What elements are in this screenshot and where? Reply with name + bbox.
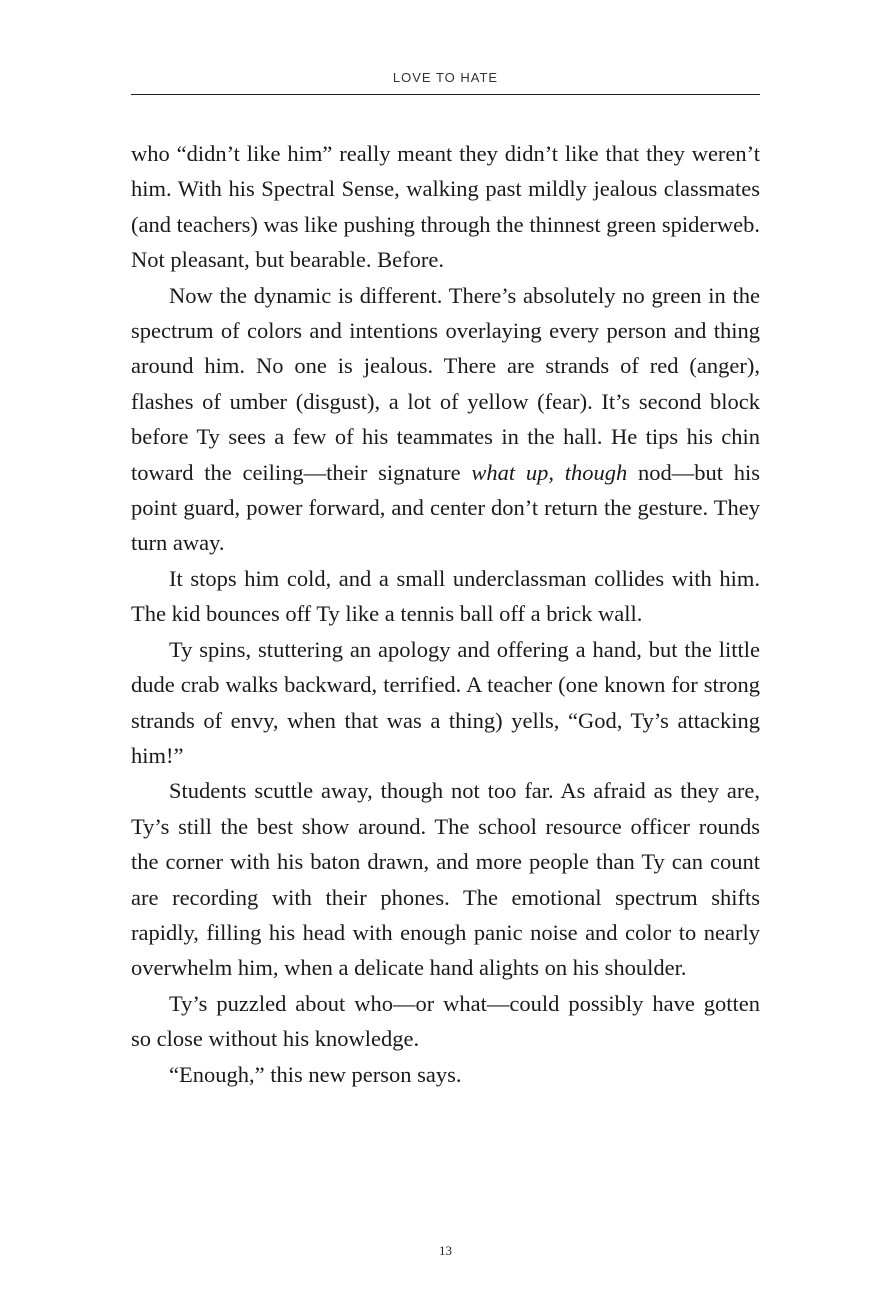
paragraph-2 [131, 278, 760, 561]
paragraph-3: It stops him cold, and a small underclassman collides with him. The kid bounces off Ty like a tennis ball off a brick wall. [131, 565, 760, 627]
header-rule [131, 94, 760, 95]
paragraph-2-text-before: Now the dynamic is different. There’s absolutely no green in the spectrum of colors and intentions overlaying every person and thing around him. No one is jealous. There are strands of red (anger), flashes of umber (disgust), a lot of yellow (fear). It’s second block before Ty sees a few of his teammates in the hall. He tips his chin toward the ceiling—their signature [131, 282, 760, 485]
page-number: 13 [439, 1243, 452, 1258]
paragraph-2-italic-phrase: what up, though [471, 459, 628, 485]
paragraph-5: Students scuttle away, though not too far. As afraid as they are, Ty’s still the best show around. The school resource officer rounds the corner with his baton drawn, and more people than Ty can count are recording with their phones. The emotional spectrum shifts rapidly, filling his head with enough panic noise and color to nearly overwhelm him, when a delicate hand alights on his shoulder. [131, 778, 760, 981]
running-header-title: LOVE TO HATE [392, 70, 499, 85]
paragraph-6: Ty’s puzzled about who—or what—could possibly have gotten so close without his knowledge. [131, 990, 760, 1052]
body-text [131, 136, 760, 1092]
paragraph-1: who “didn’t like him” really meant they didn’t like that they weren’t him. With his Spectral Sense, walking past mildly jealous classmates (and teachers) was like pushing through the thinnest green spiderweb. Not pleasant, but bearable. Before. [131, 141, 760, 273]
paragraph-2-text-after: nod—but his point guard, power forward, and center don’t return the gesture. They turn away. [131, 459, 760, 556]
paragraph-4: Ty spins, stuttering an apology and offering a hand, but the little dude crab walks backward, terrified. A teacher (one known for strong strands of envy, when that was a thing) yells, “God, Ty’s attacking him!” [131, 636, 760, 768]
paragraph-7: “Enough,” this new person says. [169, 1061, 462, 1087]
